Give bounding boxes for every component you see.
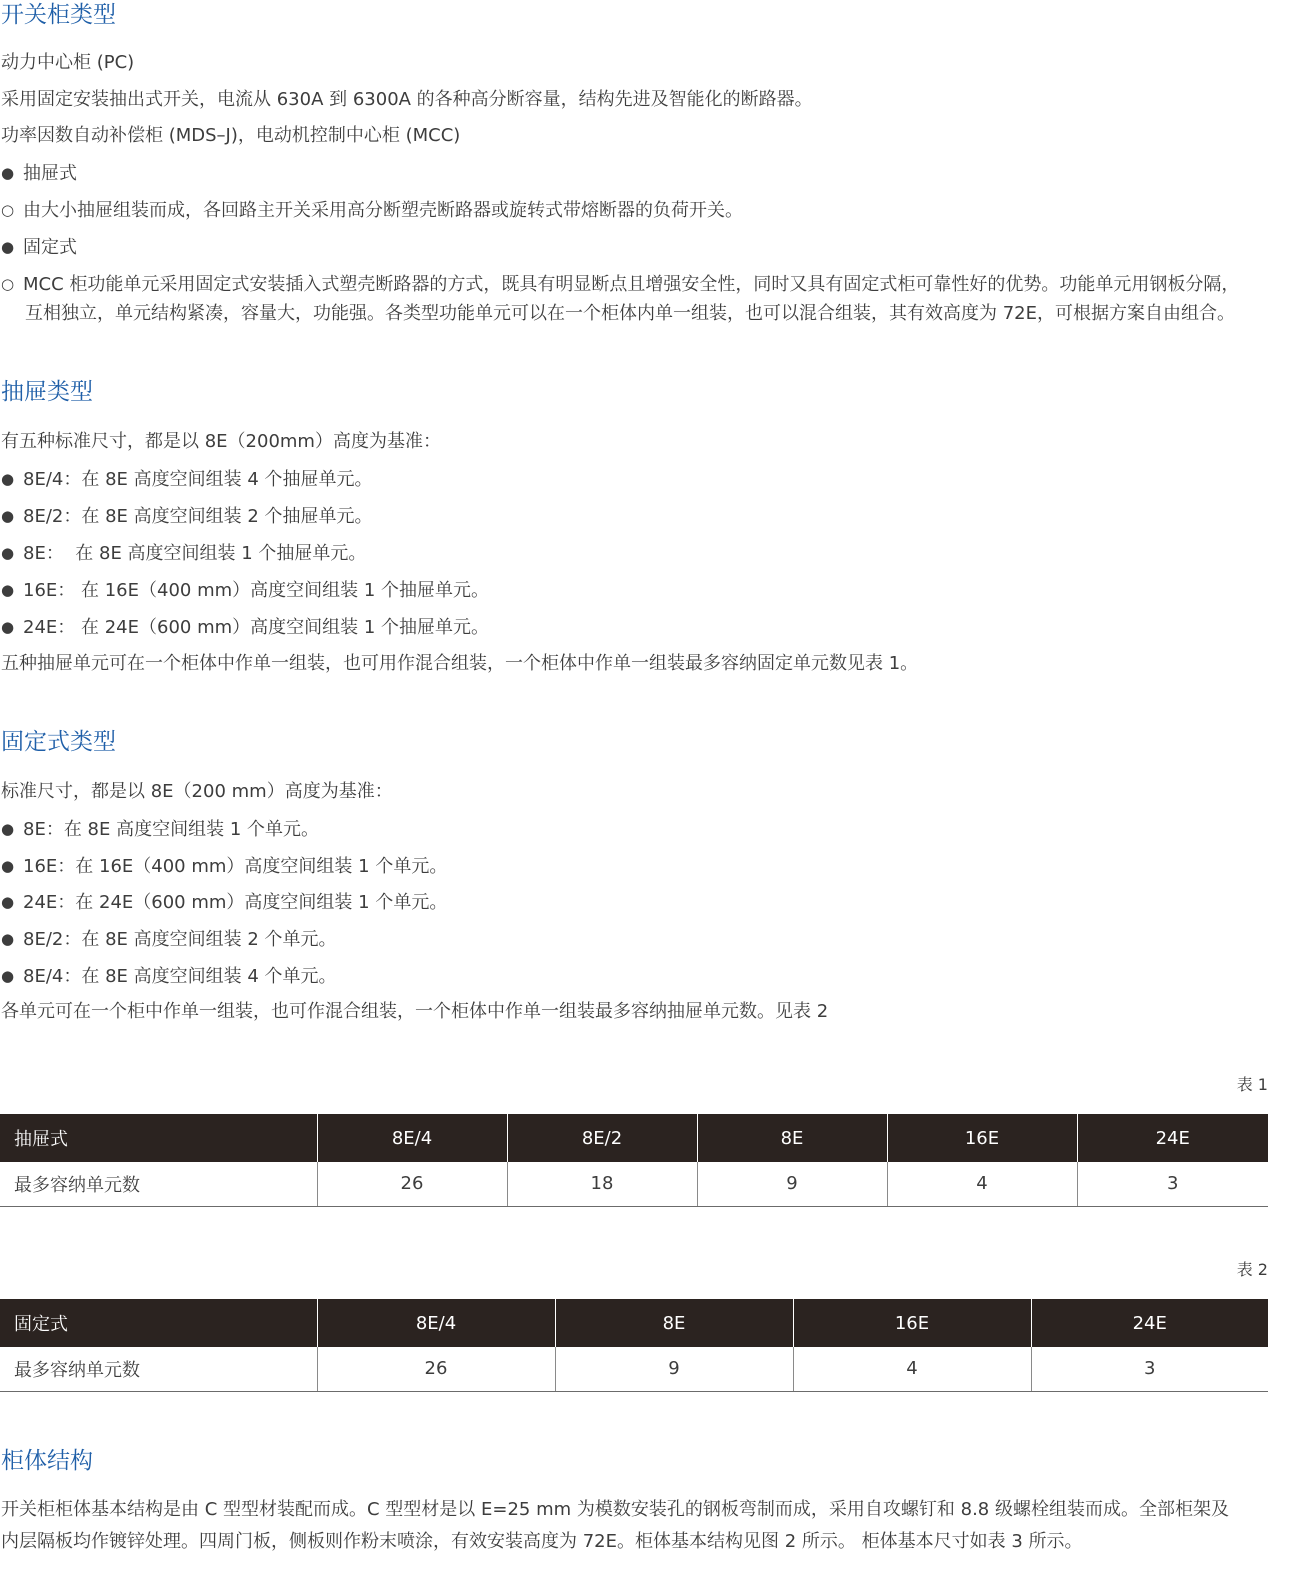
cabinet-structure-line2: 内层隔板均作镀锌处理。四周门板，侧板则作粉末喷涂，有效安装高度为 72E。柜体基本结构见图 2 所示。 柜体基本尺寸如表 3 所示。: [1, 1531, 1083, 1552]
table1-caption: 表 1: [1236, 1075, 1268, 1094]
table2-caption: 表 2: [1236, 1260, 1268, 1279]
section-title-drawer-types: 抽屉类型: [1, 379, 93, 405]
table-header-cell: 8E/4: [317, 1114, 507, 1162]
mcc-heading: 功率因数自动补偿柜 (MDS–J)，电动机控制中心柜 (MCC): [1, 125, 461, 146]
table-header-cell: 固定式: [0, 1299, 317, 1347]
filled-bullet-icon: ●: [1, 820, 15, 838]
list-item-text: 8E/4：在 8E 高度空间组装 4 个抽屉单元。: [23, 469, 373, 490]
list-item-drawer: [1, 161, 77, 186]
table-cell: 最多容纳单元数: [0, 1162, 317, 1206]
filled-bullet-icon: ●: [1, 618, 15, 636]
hollow-bullet-icon: ○: [1, 275, 15, 293]
table-cell: 18: [507, 1162, 697, 1206]
drawer-types-intro: 有五种标准尺寸，都是以 8E（200mm）高度为基准：: [1, 431, 441, 452]
table-cell: 9: [697, 1162, 887, 1206]
list-item-text: 8E：在 8E 高度空间组装 1 个单元。: [23, 819, 319, 840]
list-item-fixed: [1, 235, 77, 260]
cabinet-structure-line1: 开关柜柜体基本结构是由 C 型型材装配而成。C 型型材是以 E=25 mm 为模数安装孔的钢板弯制而成，采用自攻螺钉和 8.8 级螺栓组装而成。全部柜架及: [1, 1499, 1229, 1520]
fixed-types-outro: 各单元可在一个柜中作单一组装，也可作混合组装，一个柜体中作单一组装最多容纳抽屉单元数。见表 2: [1, 1001, 829, 1022]
list-item: [1, 504, 373, 529]
list-item-text: 8E/4：在 8E 高度空间组装 4 个单元。: [23, 966, 337, 987]
list-item: [1, 964, 337, 989]
drawer-description: 由大小抽屉组装而成，各回路主开关采用高分断塑壳断路器或旋转式带熔断器的负荷开关。: [23, 200, 743, 221]
list-item: [1, 615, 489, 640]
drawer-label: 抽屉式: [23, 163, 77, 184]
filled-bullet-icon: ●: [1, 893, 15, 911]
table-cell: 最多容纳单元数: [0, 1347, 317, 1391]
list-item-fixed-desc: [1, 272, 1239, 297]
filled-bullet-icon: ●: [1, 238, 15, 256]
table-cell: 26: [317, 1162, 507, 1206]
filled-bullet-icon: ●: [1, 930, 15, 948]
list-item: [1, 467, 373, 492]
table-cell: 4: [887, 1162, 1077, 1206]
filled-bullet-icon: ●: [1, 581, 15, 599]
fixed-description-line1: MCC 柜功能单元采用固定式安装插入式塑壳断路器的方式，既具有明显断点且增强安全性，同时又具有固定式柜可靠性好的优势。功能单元用钢板分隔，: [23, 274, 1240, 295]
list-item-text: 8E/2：在 8E 高度空间组装 2 个单元。: [23, 929, 337, 950]
table-header-cell: 抽屉式: [0, 1114, 317, 1162]
table-header-cell: 16E: [793, 1299, 1031, 1347]
list-item-text: 8E： 在 8E 高度空间组装 1 个抽屉单元。: [23, 543, 367, 564]
section-title-switchgear: 开关柜类型: [1, 2, 116, 28]
cabinet-structure-paragraph: [1, 1494, 1271, 1558]
list-item: [1, 541, 366, 566]
filled-bullet-icon: ●: [1, 857, 15, 875]
table2: [0, 1299, 1268, 1392]
list-item-drawer-desc: [1, 198, 743, 223]
fixed-label: 固定式: [23, 237, 77, 258]
list-item: [1, 927, 337, 952]
list-item-text: 8E/2：在 8E 高度空间组装 2 个抽屉单元。: [23, 506, 373, 527]
table-header-row: [0, 1114, 1268, 1162]
table-header-cell: 8E: [555, 1299, 793, 1347]
list-item-text: 16E： 在 16E（400 mm）高度空间组装 1 个抽屉单元。: [23, 580, 490, 601]
table-cell: 3: [1077, 1162, 1268, 1206]
table-header-cell: 24E: [1031, 1299, 1268, 1347]
fixed-types-intro: 标准尺寸，都是以 8E（200 mm）高度为基准：: [1, 781, 393, 802]
list-item: [1, 890, 447, 915]
filled-bullet-icon: ●: [1, 544, 15, 562]
list-item-text: 16E：在 16E（400 mm）高度空间组装 1 个单元。: [23, 856, 448, 877]
table-header-cell: 24E: [1077, 1114, 1268, 1162]
list-item: [1, 854, 447, 879]
section-title-fixed-types: 固定式类型: [1, 729, 116, 755]
filled-bullet-icon: ●: [1, 507, 15, 525]
list-item-text: 24E： 在 24E（600 mm）高度空间组装 1 个抽屉单元。: [23, 617, 490, 638]
list-item: [1, 817, 319, 842]
filled-bullet-icon: ●: [1, 967, 15, 985]
fixed-description-line2: 互相独立，单元结构紧凑，容量大，功能强。各类型功能单元可以在一个柜体内单一组装，也可以混合组装，其有效高度为 72E，可根据方案自由组合。: [25, 303, 1235, 324]
table-header-cell: 8E: [697, 1114, 887, 1162]
list-item: [1, 578, 489, 603]
table-cell: 26: [317, 1347, 555, 1391]
table-header-cell: 8E/4: [317, 1299, 555, 1347]
pc-description: 采用固定安装抽出式开关，电流从 630A 到 6300A 的各种高分断容量，结构先进及智能化的断路器。: [1, 89, 813, 110]
table-header-cell: 8E/2: [507, 1114, 697, 1162]
table-header-row: [0, 1299, 1268, 1347]
hollow-bullet-icon: ○: [1, 201, 15, 219]
drawer-types-outro: 五种抽屉单元可在一个柜体中作单一组装，也可用作混合组装，一个柜体中作单一组装最多容纳固定单元数见表 1。: [1, 653, 919, 674]
pc-heading: 动力中心柜 (PC): [1, 52, 135, 73]
table-row: [0, 1347, 1268, 1391]
filled-bullet-icon: ●: [1, 164, 15, 182]
list-item-text: 24E：在 24E（600 mm）高度空间组装 1 个单元。: [23, 892, 448, 913]
table-cell: 3: [1031, 1347, 1268, 1391]
table1: [0, 1114, 1268, 1207]
table-cell: 9: [555, 1347, 793, 1391]
section-title-cabinet-structure: 柜体结构: [1, 1448, 93, 1474]
table-header-cell: 16E: [887, 1114, 1077, 1162]
filled-bullet-icon: ●: [1, 470, 15, 488]
table-cell: 4: [793, 1347, 1031, 1391]
table-row: [0, 1162, 1268, 1206]
